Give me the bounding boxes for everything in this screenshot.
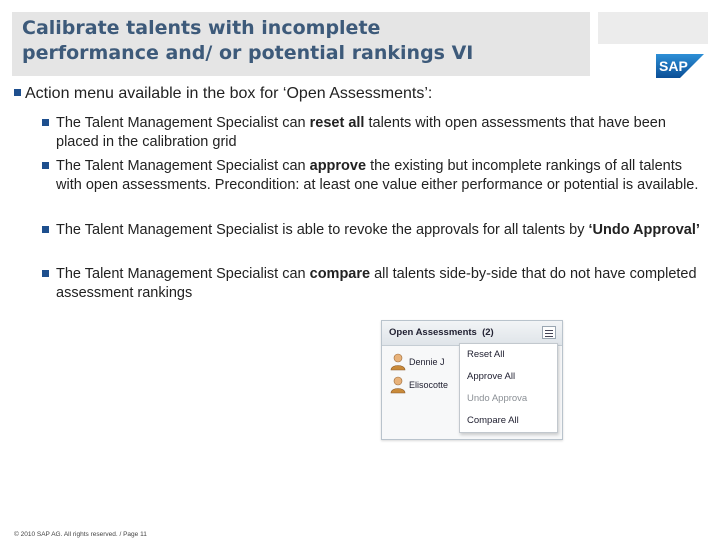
bullet-reset-all xyxy=(42,114,702,152)
bullet-text-bold: reset all xyxy=(309,115,365,131)
menu-item-approve-all[interactable]: Approve All xyxy=(467,371,516,382)
bullet-undo-approval xyxy=(42,221,702,240)
open-assessments-count: (2) xyxy=(482,327,494,338)
menu-item-reset-all[interactable]: Reset All xyxy=(467,349,505,360)
menu-item-compare-all[interactable]: Compare All xyxy=(467,415,519,426)
bullet-square-icon xyxy=(42,119,49,126)
slide-title-line-2: performance and/ or potential rankings VI xyxy=(22,42,474,64)
level1-text: Action menu available in the box for ‘Open Assessments’: xyxy=(25,85,433,102)
open-assessments-title xyxy=(389,327,494,338)
bullet-text-post: the existing but incomplete rankings of all talents with open assessments. Precondition: at least one value either performance or potential is available. xyxy=(56,158,699,193)
bullet-square-icon xyxy=(42,162,49,169)
bullet-square-icon xyxy=(14,89,21,96)
bullet-text-bold: approve xyxy=(309,158,367,174)
bullet-square-icon xyxy=(42,270,49,277)
bullet-text-pre: The Talent Management Specialist is able to revoke the approvals for all talents by xyxy=(56,222,589,238)
talent-name: Elisocotte xyxy=(409,380,449,390)
person-icon xyxy=(390,353,406,371)
sap-logo xyxy=(656,54,704,78)
bullet-text-post: all talents side-by-side that do not have completed assessment rankings xyxy=(56,266,697,301)
action-menu-icon[interactable] xyxy=(542,326,556,339)
bullet-approve xyxy=(42,157,702,195)
bullet-text-pre: The Talent Management Specialist can xyxy=(56,115,310,131)
menu-item-undo-approval: Undo Approva xyxy=(467,393,528,404)
title-bar xyxy=(12,12,590,76)
bullet-text-bold: compare xyxy=(309,266,371,282)
person-icon xyxy=(390,376,406,394)
bullet-text-pre: The Talent Management Specialist can xyxy=(56,158,310,174)
level1-bullet xyxy=(14,85,432,103)
bullet-compare xyxy=(42,265,702,303)
talent-name: Dennie J xyxy=(409,357,445,367)
footer-copyright: © 2010 SAP AG. All rights reserved. / Page 11 xyxy=(14,531,147,538)
sap-logo-text: SAP xyxy=(659,58,688,74)
bullet-text-bold: ‘Undo Approval’ xyxy=(588,222,700,238)
bullet-square-icon xyxy=(42,226,49,233)
bullet-text-post: talents with open assessments that have been placed in the calibration grid xyxy=(56,115,666,150)
bullet-text-pre: The Talent Management Specialist can xyxy=(56,266,310,282)
slide-title xyxy=(22,16,582,66)
action-dropdown-menu xyxy=(459,343,558,433)
open-assessments-title-text: Open Assessments xyxy=(389,327,477,338)
slide-title-line-1: Calibrate talents with incomplete xyxy=(22,17,381,39)
title-side-panel xyxy=(598,12,708,44)
